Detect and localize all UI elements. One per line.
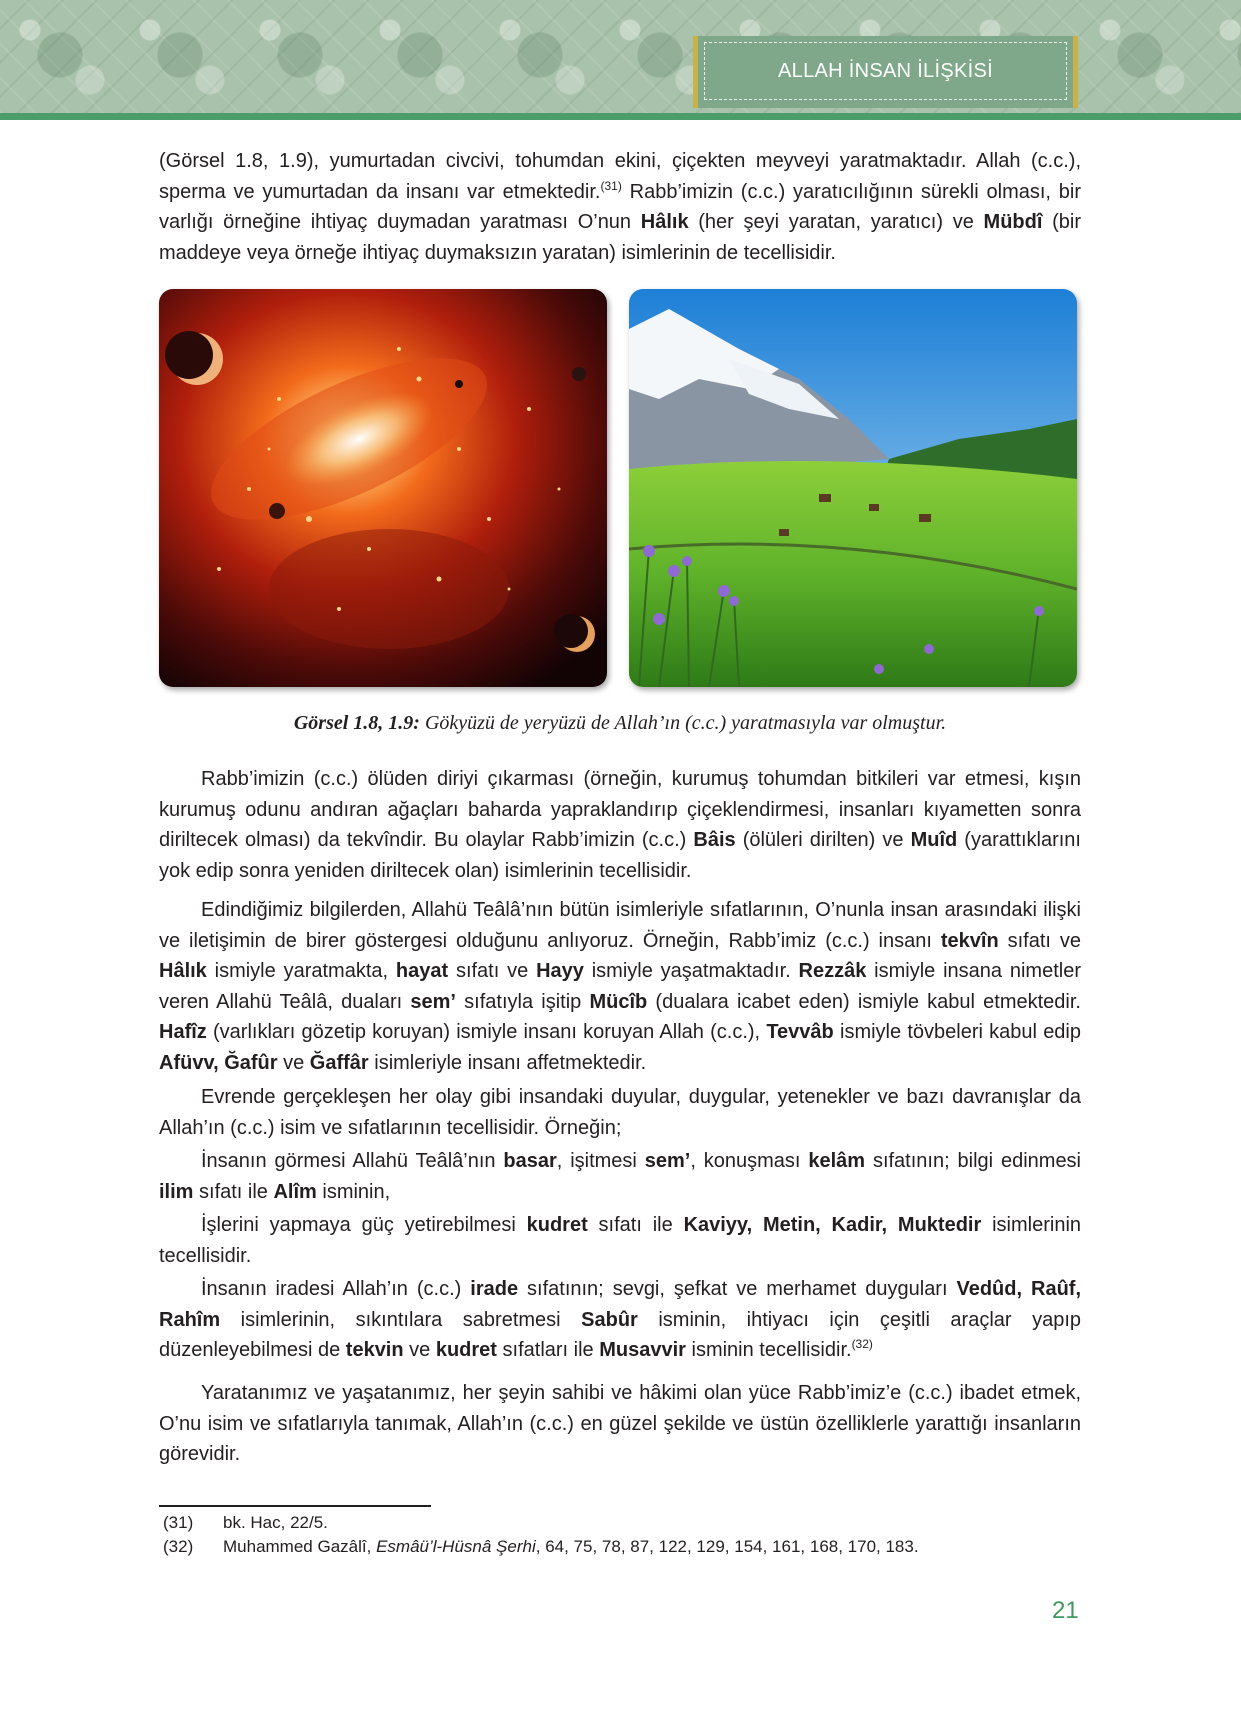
text-run: (dualara icabet eden) ismiyle kabul etmektedir. <box>647 990 1081 1013</box>
footnote-32 <box>163 1536 919 1558</box>
bold-term: Bâis <box>693 829 736 851</box>
text-run: isimlerinin tecellisidir. <box>159 1214 1082 1267</box>
paragraph-tekvin <box>159 764 1081 886</box>
bold-term: kudret <box>526 1214 588 1236</box>
text-run: ve <box>403 1339 436 1361</box>
text-run: İnsanın iradesi Allah’ın (c.c.) <box>201 1278 471 1300</box>
bold-term: sem’ <box>644 1150 691 1172</box>
footnote-text: bk. Hac, 22/5. <box>223 1513 328 1532</box>
text-run: ismiyle insana nimetler veren Allahü Teâlâ, duaları <box>159 960 1081 1013</box>
bold-term: irade <box>470 1278 519 1300</box>
bold-term: kelâm <box>808 1150 866 1172</box>
bold-term: Alîm <box>273 1180 317 1203</box>
bold-term: Afüvv, Ğafûr <box>159 1051 278 1074</box>
header-stripe <box>0 113 1241 120</box>
bold-term: Mübdî <box>983 211 1043 233</box>
text-run: ismiyle yaratmakta, <box>206 960 396 982</box>
text-run: (varlıkları gözetip koruyan) ismiyle insanı koruyan Allah (c.c.), <box>206 1021 767 1043</box>
caption-text: Gökyüzü de yeryüzü de Allah’ın (c.c.) yaratmasıyla var olmuştur. <box>419 712 947 734</box>
text-run: Rabb’imizin (c.c.) ölüden diriyi çıkarması (örneğin, kurumuş tohumdan bitkileri var etmesi, kışın kurumuş odunu andıran ağaçları baharda yapraklandırıp çiçeklendirmesi, insanları kıyametten sonra diriltecek olması) da tekvîndir. Bu olaylar Rabb’imizin (c.c.) <box>159 768 1081 851</box>
text-run: ismiyle yaşatmaktadır. <box>583 960 799 982</box>
bold-term: Ğaffâr <box>309 1051 369 1074</box>
paragraph-duty <box>159 1378 1081 1470</box>
text-run: ismiyle tövbeleri kabul edip <box>833 1021 1082 1043</box>
footnote-text: Muhammed Gazâlî, <box>223 1537 377 1556</box>
text-run: (her şeyi yaratan, yaratıcı) ve <box>688 211 984 233</box>
bold-term: hayat <box>395 960 449 982</box>
text-run: sıfatı ve <box>448 960 537 982</box>
page-number: 21 <box>1052 1597 1079 1624</box>
galaxy-photo-icon <box>159 289 607 687</box>
text-run: Yaratanımız ve yaşatanımız, her şeyin sahibi ve hâkimi olan yüce Rabb’imiz’e (c.c.) ibadet etmek, O’nu isim ve sıfatlarıyla tanımak, Allah’ın (c.c.) en güzel şekilde ve üstün özelliklerle yarattığı insanların görevidir. <box>159 1382 1081 1465</box>
paragraph-will <box>159 1274 1081 1366</box>
text-run: sıfatı ile <box>193 1180 274 1203</box>
caption-label: Görsel 1.8, 1.9: <box>293 712 420 734</box>
bold-term: Hâlık <box>159 960 207 982</box>
text-run: İşlerini yapmaya güç yetirebilmesi <box>201 1214 527 1236</box>
paragraph-manifestation <box>159 1082 1081 1143</box>
text-run: Edindiğimiz bilgilerden, Allahü Teâlâ’nın bütün isimleriyle sıfatlarının, O’nunla insan arasındaki ilişki ve iletişimin de birer göstergesi olduğunu anlıyoruz. Örneğin, Rabb’imiz (c.c.) insanı <box>159 899 1081 952</box>
bold-term: basar <box>503 1150 557 1172</box>
text-run: , işitmesi <box>556 1150 645 1172</box>
bold-term: Hâlık <box>640 211 689 233</box>
mountain-meadow-photo-icon <box>629 289 1077 687</box>
bold-term: Mücîb <box>589 990 648 1013</box>
text-run: isminin, ihtiyacı için çeşitli araçlar yapıp düzenleyebilmesi de <box>159 1308 1081 1361</box>
galaxy-image <box>159 289 607 687</box>
footnote-ref: (31) <box>600 178 622 193</box>
bold-term: Kaviyy, Metin, Kadir, Muktedir <box>683 1214 982 1236</box>
chapter-title: ALLAH İNSAN İLİŞKİSİ <box>778 59 993 82</box>
bold-term: Vedûd, Raûf, Rahîm <box>159 1278 1082 1331</box>
bold-term: ilim <box>159 1180 194 1203</box>
text-run: (Görsel 1.8, 1.9), yumurtadan civcivi, tohumdan ekini, çiçekten meyveyi yaratmaktadır. Allah (c.c.), sperma ve yumurtadan da insanı var etmektedir. <box>159 150 1081 203</box>
paragraph-intro <box>159 146 1081 268</box>
footnote-pages: , 64, 75, 78, 87, 122, 129, 154, 161, 168, 170, 183. <box>535 1537 919 1556</box>
text-run: sıfatının; sevgi, şefkat ve merhamet duyguları <box>518 1278 957 1300</box>
text-run: (bir maddeye veya örneğe ihtiyaç duymaksızın yaratan) isimlerinin de tecellisidir. <box>159 211 1081 264</box>
text-run: isimlerinin, sıkıntılara sabretmesi <box>220 1308 582 1331</box>
bold-term: Rezzâk <box>798 960 867 982</box>
text-run: sıfatı ile <box>587 1214 684 1236</box>
text-run: sıfatının; bilgi edinmesi <box>865 1150 1082 1172</box>
footnote-number: (32) <box>163 1537 194 1556</box>
footnote-number: (31) <box>163 1513 194 1532</box>
text-run: isminin, <box>316 1180 391 1203</box>
text-run: sıfatları ile <box>496 1339 600 1361</box>
chapter-title-frame <box>704 42 1067 100</box>
text-run: , konuşması <box>690 1150 809 1172</box>
text-run: ve <box>277 1051 310 1074</box>
bold-term: Musavvir <box>599 1339 686 1361</box>
bold-term: kudret <box>435 1339 497 1361</box>
text-run: İnsanın görmesi Allahü Teâlâ’nın <box>201 1150 504 1172</box>
paragraph-power <box>159 1210 1081 1271</box>
text-run: sıfatı ve <box>998 929 1081 952</box>
bold-term: sem’ <box>410 990 456 1013</box>
text-run: (yarattıklarını yok edip sonra yeniden diriltecek olan) isimlerinin tecellisidir. <box>159 829 1081 882</box>
bold-term: Tevvâb <box>766 1021 834 1043</box>
bold-term: Sabûr <box>581 1308 638 1331</box>
text-run: Rabb’imizin (c.c.) yaratıcılığının sürekli olması, bir varlığı örneğine ihtiyaç duymadan yaratması O’nun <box>159 180 1081 233</box>
text-run: Evrende gerçekleşen her olay gibi insandaki duyular, duygular, yetenekler ve bazı davranışlar da Allah’ın (c.c.) isim ve sıfatlarının tecellisidir. Örneğin; <box>159 1086 1081 1139</box>
bold-term: tekvîn <box>940 929 999 952</box>
text-run: (ölüleri dirilten) ve <box>735 829 911 851</box>
text-run: isimleriyle insanı affetmektedir. <box>368 1051 647 1074</box>
footnote-book-title: Esmâü’l-Hüsnâ Şerhi <box>376 1537 536 1556</box>
mountain-meadow-image <box>629 289 1077 687</box>
bold-term: Hafîz <box>159 1021 207 1043</box>
bold-term: Muîd <box>910 829 958 851</box>
bold-term: Hayy <box>536 960 584 982</box>
text-run: isminin tecellisidir. <box>685 1339 852 1361</box>
figure-caption <box>159 712 1081 735</box>
footnote-ref: (32) <box>851 1337 873 1351</box>
footnote-31 <box>163 1512 328 1534</box>
chapter-title-box <box>693 36 1078 108</box>
bold-term: tekvin <box>345 1339 404 1361</box>
footnote-divider <box>159 1505 431 1507</box>
text-run: sıfatıyla işitip <box>456 990 590 1013</box>
paragraph-senses <box>159 1146 1081 1207</box>
paragraph-names-attributes <box>159 895 1081 1078</box>
